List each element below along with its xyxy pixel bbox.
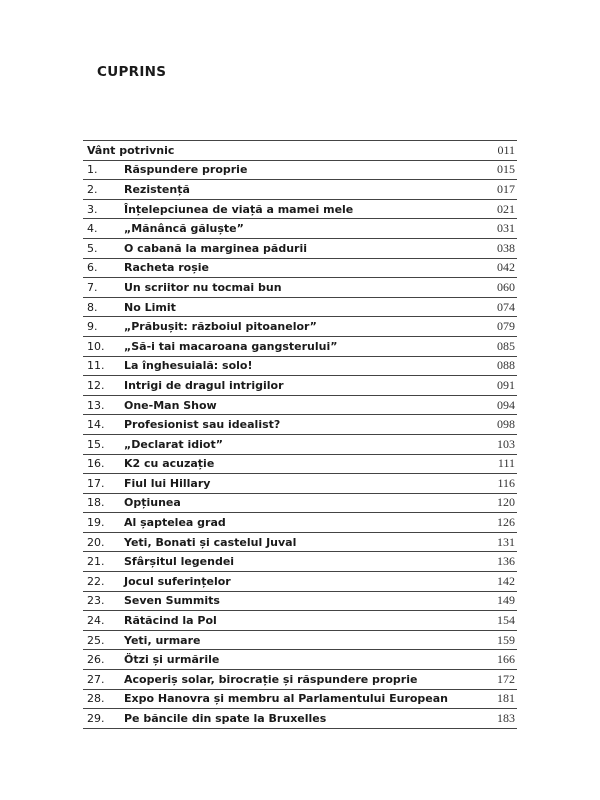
chapter-number: 11. xyxy=(87,359,105,373)
page-title: CUPRINS xyxy=(97,64,167,80)
chapter-title: Al șaptelea grad xyxy=(124,516,226,530)
chapter-number: 14. xyxy=(87,418,105,432)
page-number: 103 xyxy=(497,436,515,451)
page-number: 159 xyxy=(497,632,515,647)
toc-row xyxy=(83,180,517,200)
page-number: 042 xyxy=(497,260,515,275)
page-number: 021 xyxy=(497,201,515,216)
toc-row xyxy=(83,474,517,494)
chapter-number: 10. xyxy=(87,339,105,353)
chapter-title: One-Man Show xyxy=(124,398,217,412)
toc-row xyxy=(83,337,517,357)
page-number: 181 xyxy=(497,691,515,706)
chapter-title: K2 cu acuzație xyxy=(124,457,215,471)
toc-row xyxy=(83,650,517,670)
toc-row xyxy=(83,494,517,514)
chapter-title: „Să-i tai macaroana gangsterului” xyxy=(124,339,338,353)
chapter-number: 4. xyxy=(87,222,98,236)
toc-row xyxy=(83,533,517,553)
page-number: 111 xyxy=(497,456,515,471)
page-number: 017 xyxy=(497,181,515,196)
chapter-title: Profesionist sau idealist? xyxy=(124,418,281,432)
chapter-number: 5. xyxy=(87,241,98,255)
toc-row xyxy=(83,219,517,239)
chapter-title: Expo Hanovra și membru al Parlamentului European xyxy=(124,692,449,706)
toc-row xyxy=(83,376,517,396)
toc-row xyxy=(83,572,517,592)
toc-row xyxy=(83,690,517,710)
chapter-number: 27. xyxy=(87,672,105,686)
chapter-title: Pe băncile din spate la Bruxelles xyxy=(124,712,327,726)
table-of-contents xyxy=(83,140,517,729)
chapter-number: 15. xyxy=(87,437,105,451)
page-number: 094 xyxy=(497,397,515,412)
chapter-title: „Mănâncă găluște” xyxy=(124,222,244,236)
page-number: 120 xyxy=(497,495,515,510)
toc-row xyxy=(83,298,517,318)
toc-row xyxy=(83,611,517,631)
page-number: 098 xyxy=(497,417,515,432)
page-number: 085 xyxy=(497,338,515,353)
page-number: 116 xyxy=(497,475,515,490)
chapter-title: Fiul lui Hillary xyxy=(124,476,211,490)
toc-row xyxy=(83,435,517,455)
chapter-number: 13. xyxy=(87,398,105,412)
toc-row xyxy=(83,709,517,729)
chapter-number: 24. xyxy=(87,614,105,628)
chapter-title: Înțelepciunea de viață a mamei mele xyxy=(124,202,354,216)
chapter-title: „Declarat idiot” xyxy=(124,437,223,451)
page-number: 172 xyxy=(497,671,515,686)
toc-row xyxy=(83,670,517,690)
chapter-title: Rătăcind la Pol xyxy=(124,614,217,628)
chapter-title: La înghesuială: solo! xyxy=(124,359,253,373)
chapter-title: „Prăbușit: războiul pitoanelor” xyxy=(124,320,317,334)
chapter-number: 18. xyxy=(87,496,105,510)
toc-row xyxy=(83,317,517,337)
page-number: 088 xyxy=(497,358,515,373)
toc-row xyxy=(83,161,517,181)
chapter-number: 29. xyxy=(87,712,105,726)
page-number: 079 xyxy=(497,319,515,334)
chapter-title: No Limit xyxy=(124,300,176,314)
toc-row xyxy=(83,415,517,435)
chapter-title: Jocul suferințelor xyxy=(124,574,231,588)
chapter-number: 6. xyxy=(87,261,98,275)
chapter-number: 1. xyxy=(87,163,98,177)
chapter-number: 7. xyxy=(87,280,98,294)
toc-row xyxy=(83,552,517,572)
chapter-title: Vânt potrivnic xyxy=(87,143,175,157)
page-number: 136 xyxy=(497,554,515,569)
chapter-title: Acoperiș solar, birocrație și răspundere proprie xyxy=(124,672,418,686)
toc-row xyxy=(83,259,517,279)
chapter-number: 16. xyxy=(87,457,105,471)
chapter-number: 23. xyxy=(87,594,105,608)
page-number: 126 xyxy=(497,515,515,530)
page-number: 149 xyxy=(497,593,515,608)
page-number: 183 xyxy=(497,711,515,726)
page-number: 091 xyxy=(497,377,515,392)
chapter-title: Seven Summits xyxy=(124,594,220,608)
page-number: 011 xyxy=(497,142,515,157)
chapter-number: 3. xyxy=(87,202,98,216)
page-number: 142 xyxy=(497,573,515,588)
toc-row xyxy=(83,396,517,416)
toc-row xyxy=(83,200,517,220)
chapter-number: 20. xyxy=(87,535,105,549)
chapter-number: 12. xyxy=(87,378,105,392)
chapter-number: 28. xyxy=(87,692,105,706)
chapter-number: 9. xyxy=(87,320,98,334)
toc-row xyxy=(83,455,517,475)
toc-row xyxy=(83,278,517,298)
chapter-number: 17. xyxy=(87,476,105,490)
chapter-number: 21. xyxy=(87,555,105,569)
chapter-number: 8. xyxy=(87,300,98,314)
page-number: 060 xyxy=(497,279,515,294)
toc-row xyxy=(83,592,517,612)
chapter-title: Intrigi de dragul intrigilor xyxy=(124,378,284,392)
page-number: 166 xyxy=(497,652,515,667)
chapter-number: 25. xyxy=(87,633,105,647)
page-number: 154 xyxy=(497,613,515,628)
toc-row xyxy=(83,141,517,161)
page-number: 131 xyxy=(497,534,515,549)
page-number: 074 xyxy=(497,299,515,314)
page-number: 015 xyxy=(497,162,515,177)
chapter-title: Racheta roșie xyxy=(124,261,209,275)
chapter-title: Yeti, Bonati și castelul Juval xyxy=(124,535,297,549)
toc-row xyxy=(83,513,517,533)
chapter-title: Ötzi și urmările xyxy=(124,653,220,667)
chapter-title: Un scriitor nu tocmai bun xyxy=(124,280,282,294)
chapter-title: Yeti, urmare xyxy=(124,633,201,647)
chapter-number: 22. xyxy=(87,574,105,588)
chapter-number: 19. xyxy=(87,516,105,530)
chapter-title: Sfârșitul legendei xyxy=(124,555,235,569)
page-number: 038 xyxy=(497,240,515,255)
page-number: 031 xyxy=(497,221,515,236)
toc-row xyxy=(83,239,517,259)
chapter-title: Rezistență xyxy=(124,182,190,196)
toc-row xyxy=(83,631,517,651)
toc-row xyxy=(83,357,517,377)
chapter-title: Opțiunea xyxy=(124,496,181,510)
chapter-title: Răspundere proprie xyxy=(124,163,248,177)
chapter-title: O cabană la marginea pădurii xyxy=(124,241,307,255)
chapter-number: 26. xyxy=(87,653,105,667)
chapter-number: 2. xyxy=(87,182,98,196)
